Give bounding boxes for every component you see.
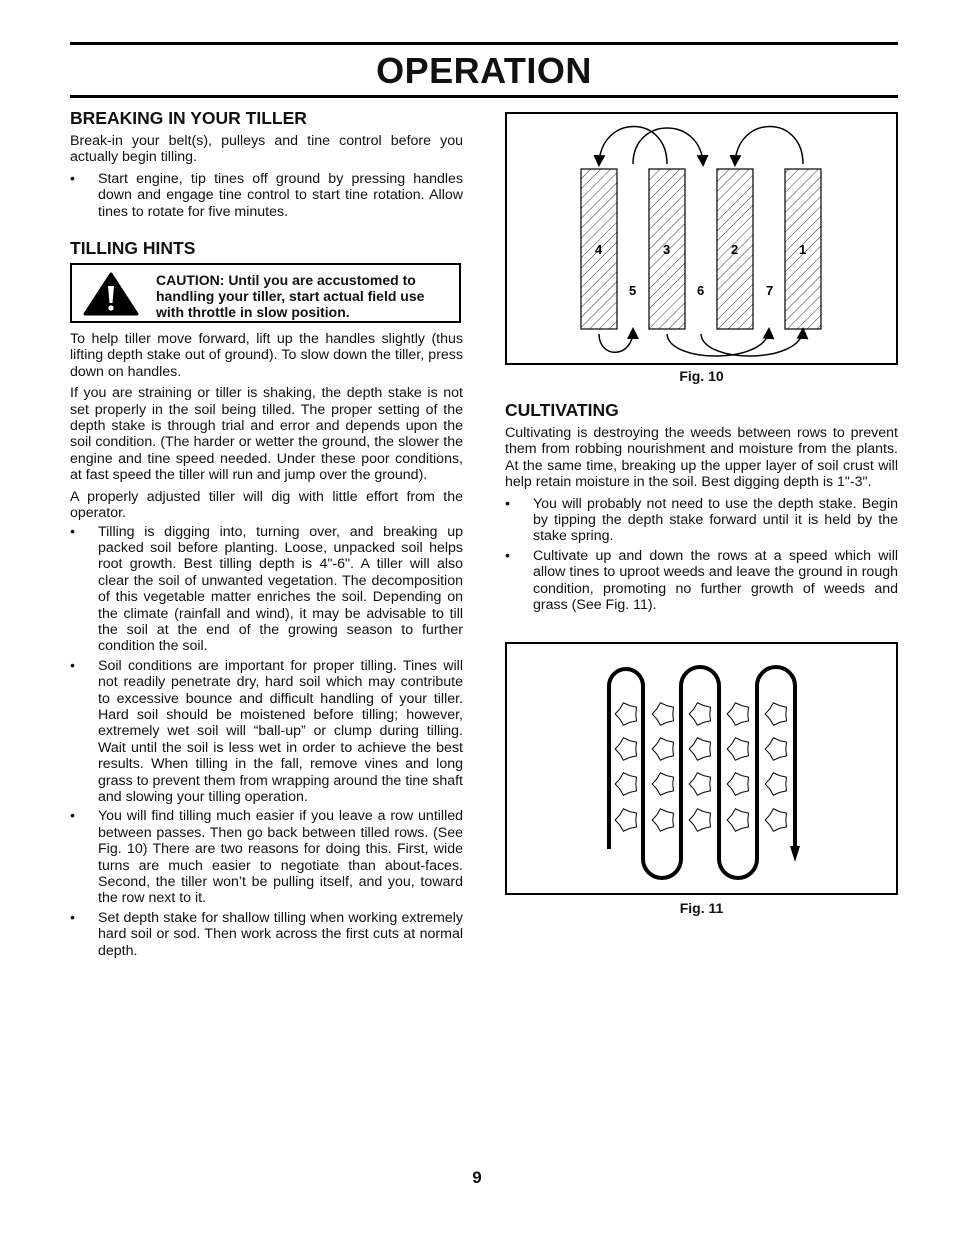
plant-clump [765, 773, 786, 795]
plant-clump [765, 703, 786, 725]
page-title: OPERATION [376, 50, 592, 91]
tilling-hints-heading: TILLING HINTS [70, 238, 196, 259]
plant-clump [765, 738, 786, 760]
row-number: 2 [731, 242, 739, 257]
serpentine-path [609, 667, 795, 878]
right-column [505, 400, 898, 617]
left-column [70, 108, 463, 963]
paragraph: A properly adjusted tiller will dig with little effort from the operator. [70, 488, 463, 522]
figure-11 [505, 642, 898, 895]
tilling-hints-list [70, 524, 463, 960]
plant-clump [652, 703, 673, 725]
breaking-in-intro: Break-in your belt(s), pulleys and tine control before you actually begin tilling. [70, 133, 463, 166]
row-number: 1 [799, 242, 807, 257]
plant-clump [689, 773, 710, 795]
header-rule-bottom [70, 95, 898, 98]
turn-arrow [599, 330, 633, 352]
plant-clump [689, 738, 710, 760]
plant-clump [615, 773, 636, 795]
turn-arrow [667, 330, 769, 356]
list-item: • Start engine, tip tines off ground by pressing handles down and engage tine control to start tine rotation. Allow tines to rotate for five minutes. [70, 170, 463, 220]
cultivating-list [505, 496, 898, 614]
plant-clump [727, 809, 748, 831]
plant-clump [765, 809, 786, 831]
figure-10 [505, 112, 898, 365]
header-rule-top [70, 42, 898, 45]
list-item: • Cultivate up and down the rows at a speed which will allow tines to uproot weeds and leave the ground in rough condition, promoting no further growth of weeds and grass (See Fig. 11). [505, 547, 898, 614]
turn-arrow [735, 127, 803, 165]
figure-10-caption: Fig. 10 [679, 368, 724, 384]
plant-clump [689, 703, 710, 725]
plant-clump [615, 809, 636, 831]
bullet-icon: • [70, 657, 75, 674]
list-item: • You will probably not need to use the depth stake. Begin by tipping the depth stake forward until it is held by the stake spring. [505, 495, 898, 545]
bullet-icon: • [70, 909, 75, 926]
direction-arrowhead [790, 846, 800, 862]
bullet-icon: • [70, 170, 75, 187]
gap-number: 6 [697, 283, 705, 298]
turn-arrow [701, 330, 803, 356]
warning-triangle-icon [82, 271, 140, 317]
list-item: • Set depth stake for shallow tilling when working extremely hard soil or sod. Then work across the first cuts at normal depth. [70, 909, 463, 959]
gap-number: 7 [766, 283, 774, 298]
breaking-in-heading: BREAKING IN YOUR TILLER [70, 108, 307, 128]
plant-clump [727, 738, 748, 760]
bullet-icon: • [505, 495, 510, 512]
plant-clump [652, 809, 673, 831]
paragraph: If you are straining or tiller is shaking, the depth stake is not set properly in the soil being tilled. The proper setting of the depth stake is through trial and error and depends upon the soil condition. (The harder or wetter the ground, the slower the engine and tine speed needed. Under these poor conditions, at fast speed the tiller will run and jump over the ground). [70, 385, 463, 484]
row-number: 3 [663, 242, 671, 257]
plant-clump [615, 703, 636, 725]
bullet-icon: • [70, 808, 75, 825]
row-number: 4 [595, 242, 603, 257]
cultivating-pattern-diagram [507, 644, 896, 893]
bullet-icon: • [505, 547, 510, 564]
caution-box [70, 263, 461, 323]
paragraph: To help tiller move forward, lift up the handles slightly (thus lifting depth stake out of ground). To slow down the tiller, press down on handles. [70, 331, 463, 380]
page-number: 9 [472, 1168, 482, 1187]
cultivating-intro: Cultivating is destroying the weeds between rows to prevent them from robbing nourishment and moisture from the plants. At the same time, breaking up the upper layer of soil crust will help retain moisture in the soil. Best digging depth is 1"-3". [505, 425, 898, 491]
breaking-in-list [70, 171, 463, 220]
list-item: • Soil conditions are important for proper tilling. Tines will not readily penetrate dry, hard soil which may contribute to excessive bounce and difficult handling of your tiller. Hard soil should be moistened before tilling; however, extremely wet soil will “ball-up” or clump during tilling. Wait until the soil is less wet in order to achieve the best results. When tilling in the fall, remove vines and long grass to prevent them from wrapping around the tine shaft and slowing your tilling operation. [70, 657, 463, 805]
figure-11-caption: Fig. 11 [679, 900, 724, 916]
plant-clump [727, 773, 748, 795]
cultivating-heading: CULTIVATING [505, 400, 619, 420]
plant-clump [727, 703, 748, 725]
plant-clump [652, 773, 673, 795]
plant-clump [652, 738, 673, 760]
bullet-icon: • [70, 523, 75, 540]
caution-text: CAUTION: Until you are accustomed to handling your tiller, start actual field use with throttle in slow position. [156, 272, 425, 321]
plant-clump [689, 809, 710, 831]
list-item: • You will find tilling much easier if you leave a row untilled between passes. Then go back between tilled rows. (See Fig. 10) There are two reasons for doing this. First, wide turns are much easier to negotiate than about-faces. Second, the tiller won’t be pulling itself, and you, toward the row next to it. [70, 808, 463, 907]
list-item: • Tilling is digging into, turning over, and breaking up packed soil before planting. Loose, unpacked soil helps root growth. Best tilling depth is 4"-6". A tiller will also clear the soil of unwanted vegetation. The decomposition of this vegetable matter enriches the soil. Depending on the climate (rainfall and wind), it may be advisable to till the soil at the end of the growing season to further condition the soil. [70, 523, 463, 655]
plant-clump [615, 738, 636, 760]
gap-number: 5 [629, 283, 637, 298]
turn-arrow [633, 128, 703, 164]
tilling-pattern-diagram [507, 114, 896, 363]
